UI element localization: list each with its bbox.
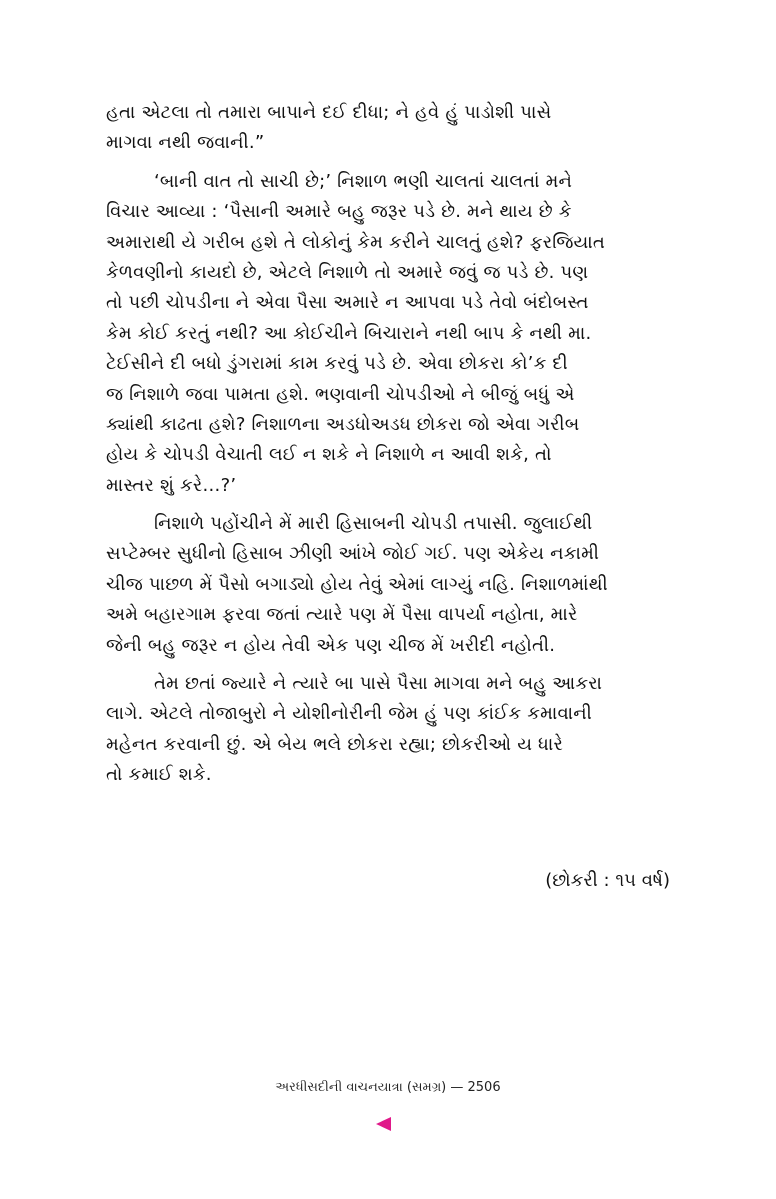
- text-line: ક્યાંથી કાઢતા હશે? નિશાળના અડધોઅડધ છોકરા જો એવા ગરીબ: [106, 413, 580, 435]
- text-line: જેની બહુ જરૂર ન હોય તેવી એક પણ ચીજ મેં ખરીદી નહોતી.: [106, 634, 556, 656]
- author-signature: (છોકરી : ૧૫ વર્ષ): [545, 870, 670, 891]
- text-line: અમારાથી યે ગરીબ હશે તે લોકોનું કેમ કરીને ચાલતું હશે? ફરજિયાત: [106, 231, 606, 253]
- text-line: વિચાર આવ્યા : ‘પૈસાની અમારે બહુ જરૂર પડે છે. મને થાય છે કે: [106, 201, 572, 223]
- paragraph-first-line: નિશાળે પહોંચીને મેં મારી હિસાબની ચોપડી તપાસી. જુલાઈથી: [154, 513, 593, 535]
- text-line: માસ્તર શું કરે…?’: [106, 474, 237, 496]
- text-line: ટેઈસીને દી બધો ડુંગરામાં કામ કરવું પડે છે. એવા છોકરા કો’ક દી: [106, 353, 568, 375]
- previous-page-arrow-icon[interactable]: [376, 1117, 391, 1131]
- text-line: લાગે. એટલે તોજાબુરો ને યોશીનોરીની જેમ હું પણ કાંઈક કમાવાની: [106, 703, 593, 725]
- text-line: ચીજ પાછળ મેં પૈસો બગાડ્યો હોય તેવું એમાં લાગ્યું નહિ. નિશાળમાંથી: [106, 573, 608, 595]
- paragraph-first-line: ‘બાની વાત તો સાચી છે;’ નિશાળ ભણી ચાલતાં ચાલતાં મને: [154, 170, 573, 192]
- page-body: [106, 98, 671, 791]
- text-line: તો પછી ચોપડીના ને એવા પૈસા અમારે ન આપવા પડે તેવો બંદોબસ્ત: [106, 292, 589, 314]
- paragraph-first-line: તેમ છતાં જ્યારે ને ત્યારે બા પાસે પૈસા માગવા મને બહુ આકરા: [154, 673, 603, 695]
- text-line: કેળવણીનો કાયદો છે, એટલે નિશાળે તો અમારે જવું જ પડે છે. પણ: [106, 261, 589, 283]
- text-line: કેમ કોઈ કરતું નથી? આ કોઈચીને બિચારાને નથી બાપ કે નથી મા.: [106, 322, 592, 344]
- book-title-page-number: અરધીસદીની વાચનયાત્રા (સમગ્ર) — 2506: [275, 1080, 501, 1095]
- text-line: હોય કે ચોપડી વેચાતી લઈ ન શકે ને નિશાળે ન આવી શકે, તો: [106, 444, 552, 466]
- text-line: જ નિશાળે જવા પામતા હશે. ભણવાની ચોપડીઓ ને બીજું બધું એ: [106, 383, 575, 405]
- page-footer: [0, 1078, 776, 1098]
- text-line: મહેનત કરવાની છું. એ બેય ભલે છોકરા રહ્યા; છોકરીઓ ય ધારે: [106, 733, 563, 755]
- text-line: હતા એટલા તો તમારા બાપાને દઈ દીધા; ને હવે હું પાડોશી પાસે: [106, 102, 552, 123]
- text-line: તો કમાઈ શકે.: [106, 764, 212, 786]
- text-line: સપ્ટેમ્બર સુધીનો હિસાબ ઝીણી આંખે જોઈ ગઈ. પણ એકેય નકામી: [106, 543, 600, 565]
- text-line: માગવા નથી જવાની.”: [106, 132, 265, 154]
- text-line: અમે બહારગામ ફરવા જતાં ત્યારે પણ મેં પૈસા વાપર્યા નહોતા, મારે: [106, 604, 578, 626]
